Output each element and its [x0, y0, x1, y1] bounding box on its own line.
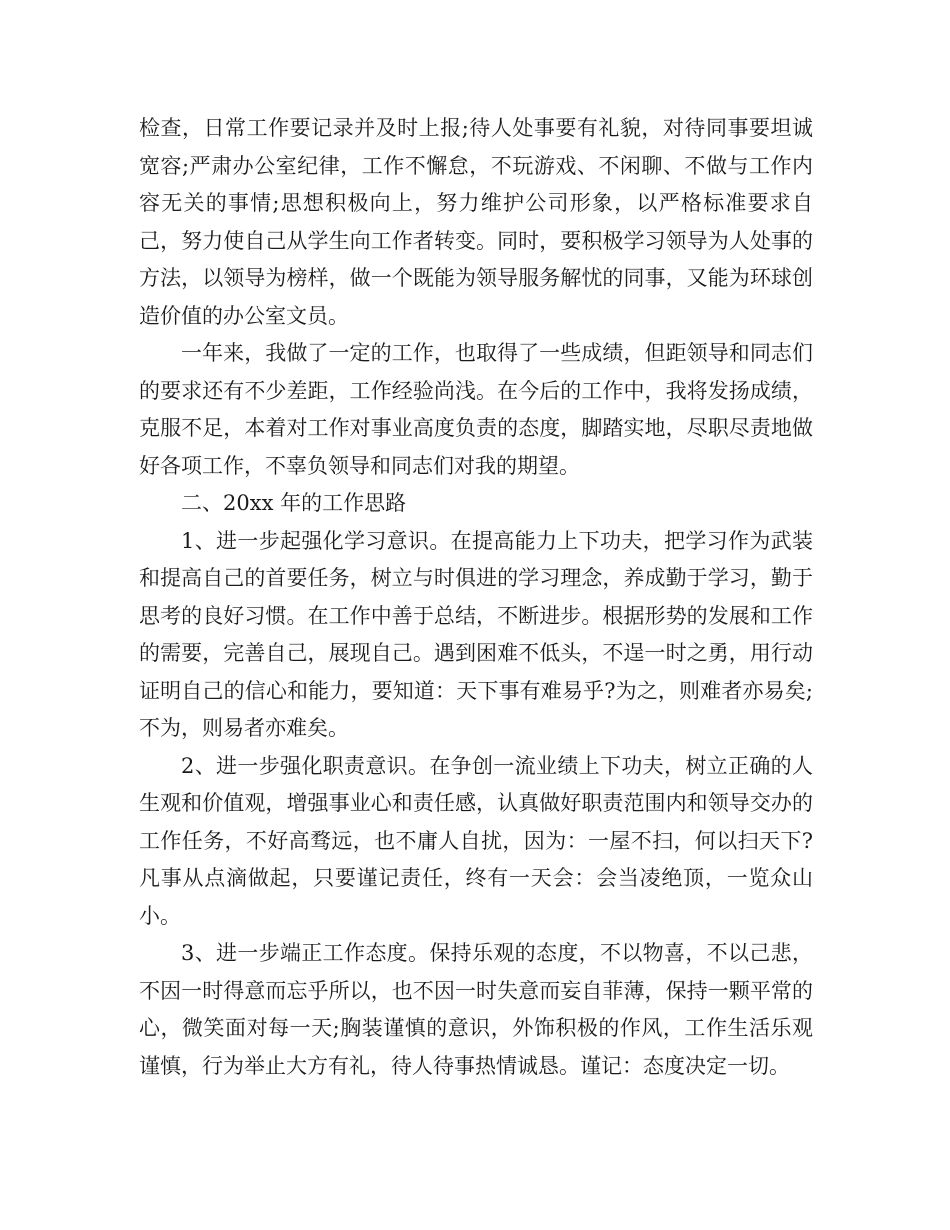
section-heading: 二、20xx 年的工作思路: [181, 491, 407, 515]
paragraph-summary: 一年来，我做了一定的工作，也取得了一些成绩，但距领导和同志们的要求还有不少差距，工作经验尚浅。在今后的工作中，我将发扬成绩，克服不足，本着对工作对事业高度负责的态度，脚踏实地，尽职尽责地做好各项工作，不辜负领导和同志们对我的期望。: [139, 341, 813, 478]
paragraph-item-1: 1、进一步起强化学习意识。在提高能力上下功夫，把学习作为武装和提高自己的首要任务，树立与时俱进的学习理念，养成勤于学习，勤于思考的良好习惯。在工作中善于总结，不断进步。根据形势的发展和工作的需要，完善自己，展现自己。遇到困难不低头，不逞一时之勇，用行动证明自己的信心和能力，要知道：天下事有难易乎?为之，则难者亦易矣;不为，则易者亦难矣。: [139, 528, 813, 740]
paragraph-item-3: 3、进一步端正工作态度。保持乐观的态度，不以物喜，不以己悲，不因一时得意而忘乎所以，也不因一时失意而妄自菲薄，保持一颗平常的心，微笑面对每一天;胸装谨慎的意识，外饰积极的作风，工作生活乐观谨慎，行为举止大方有礼，待人待事热情诚恳。谨记：态度决定一切。: [139, 941, 813, 1078]
document-body: [139, 110, 813, 1085]
paragraph-continuation: 检查，日常工作要记录并及时上报;待人处事要有礼貌，对待同事要坦诚宽容;严肃办公室纪律，工作不懈怠，不玩游戏、不闲聊、不做与工作内容无关的事情;思想积极向上，努力维护公司形象，以严格标准要求自己，努力使自己从学生向工作者转变。同时，要积极学习领导为人处事的方法，以领导为榜样，做一个既能为领导服务解忧的同事，又能为环球创造价值的办公室文员。: [139, 116, 813, 328]
paragraph-item-2: 2、进一步强化职责意识。在争创一流业绩上下功夫，树立正确的人生观和价值观，增强事业心和责任感，认真做好职责范围内和领导交办的工作任务，不好高骛远，也不庸人自扰，因为：一屋不扫，何以扫天下?凡事从点滴做起，只要谨记责任，终有一天会：会当凌绝顶，一览众山小。: [139, 753, 813, 928]
